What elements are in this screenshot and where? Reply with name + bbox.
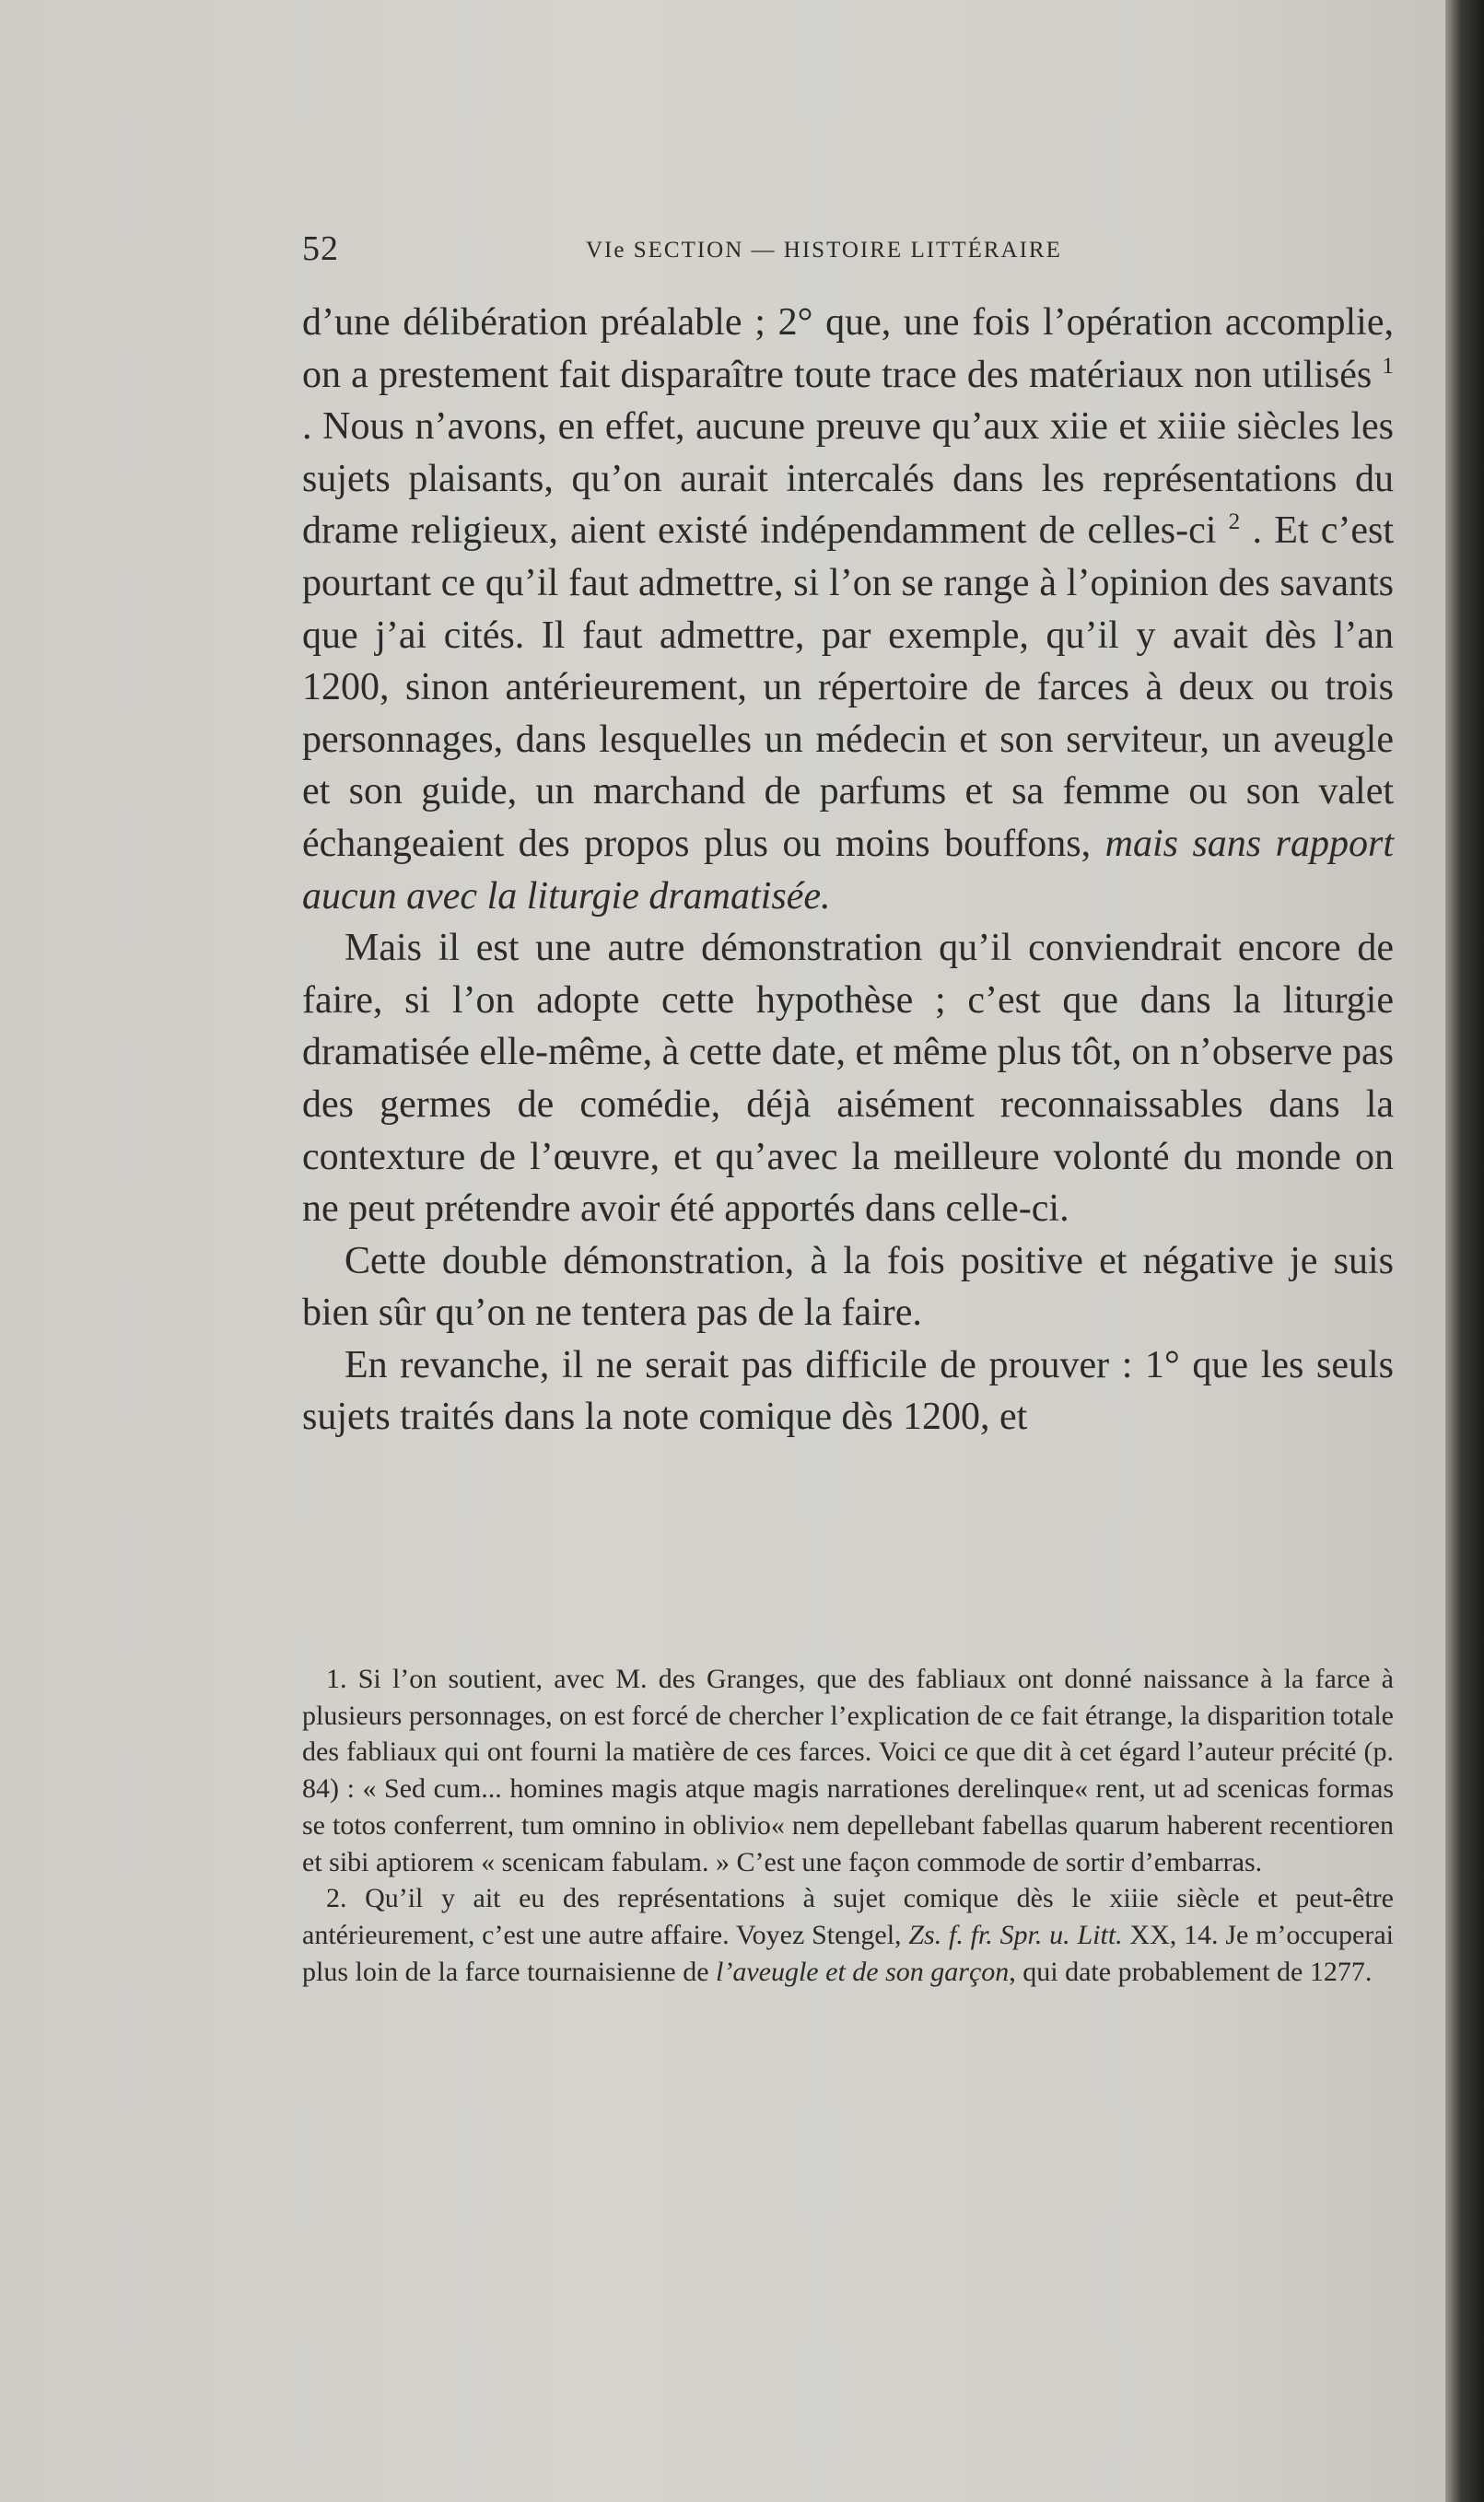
footnote-citation: Zs. f. fr. Spr. u. Litt. <box>908 1919 1123 1950</box>
footnote-text: , qui date probablement de 1277. <box>1009 1956 1373 1987</box>
paragraph-text: . Et c’est pourtant ce qu’il faut admettre, si l’on se range à l’opinion des savants que j’ai cités. Il faut admettre, par exemple, qu’il y avait dès l’an 1200, sinon antérieurement, un répertoire de farces à deux ou trois personnages, dans lesquelles un médecin et son serviteur, un aveugle et son guide, un marchand de parfums et sa femme ou son valet échangeaient des propos plus ou moins bouffons, <box>302 509 1395 865</box>
page-header <box>302 228 1394 271</box>
paragraph <box>302 297 1394 922</box>
footnote-title: l’aveugle et de son garçon <box>716 1956 1010 1987</box>
paragraph-text: . Nous n’avons, en effet, aucune preuve qu’aux xiie et xiiie siècles les sujets plaisants, qu’on aurait intercalés dans les représentations du drame religieux, aient existé indépendamment de celles-ci <box>302 405 1394 553</box>
page-number: 52 <box>302 229 339 268</box>
footnote-1: 1. Si l’on soutient, avec M. des Granges, que des fabliaux ont donné naissance à la farce à plusieurs personnages, on est forcé de chercher l’explication de ce fait étrange, la disparition totale des fabliaux qui ont fourni la matière de ces farces. Voici ce que dit à cet égard l’auteur précité (p. 84) : « Sed cum... homines magis atque magis narrationes derelinque« rent, ut ad scenicas formas se totos conferrent, tum omnino in oblivio« nem depellebant fabellas quarum haberent recentioren et sibi aptiorem « scenicam fabulam. » C’est une façon commode de sortir d’embarras. <box>302 1664 1394 1877</box>
page-binding-edge <box>1445 0 1484 2502</box>
paragraph: Mais il est une autre démonstration qu’il conviendrait encore de faire, si l’on adopte cette hypothèse ; c’est que dans la liturgie dramatisée elle-même, à cette date, et même plus tôt, on n’observe pas des germes de comédie, déjà aisément reconnaissables dans la contexture de l’œuvre, et qu’avec la meilleure volonté du monde on ne peut prétendre avoir été apportés dans celle-ci. <box>302 927 1394 1231</box>
footnote-text: XX, 14. Je m’occuperai plus loin de la farce tournaisienne de <box>302 1919 1395 1987</box>
running-head: VIe SECTION — HISTOIRE LITTÉRAIRE <box>586 238 1062 263</box>
footnote-ref-2: 2 <box>1228 509 1241 535</box>
paragraph: Cette double démonstration, à la fois positive et négative je suis bien sûr qu’on ne tentera pas de la faire. <box>302 1239 1394 1335</box>
footnotes <box>302 1661 1394 1990</box>
emphasis-text: mais sans rapport aucun avec la liturgie dramatisée. <box>302 822 1394 918</box>
footnote-ref-1: 1 <box>1382 353 1395 379</box>
footnote-text: 2. Qu’il y ait eu des représentations à sujet comique dès le xiiie siècle et peut-être antérieurement, c’est une autre affaire. Voyez Stengel, <box>302 1883 1394 1950</box>
footnote-2 <box>302 1880 1394 1990</box>
paragraph: En revanche, il ne serait pas difficile de prouver : 1° que les seuls sujets traités dans la note comique dès 1200, et <box>302 1343 1394 1439</box>
main-text <box>302 297 1394 1444</box>
paragraph-text: d’une délibération préalable ; 2° que, une fois l’opération accomplie, on a prestement fait disparaître toute trace des matériaux non utilisés <box>302 301 1394 396</box>
